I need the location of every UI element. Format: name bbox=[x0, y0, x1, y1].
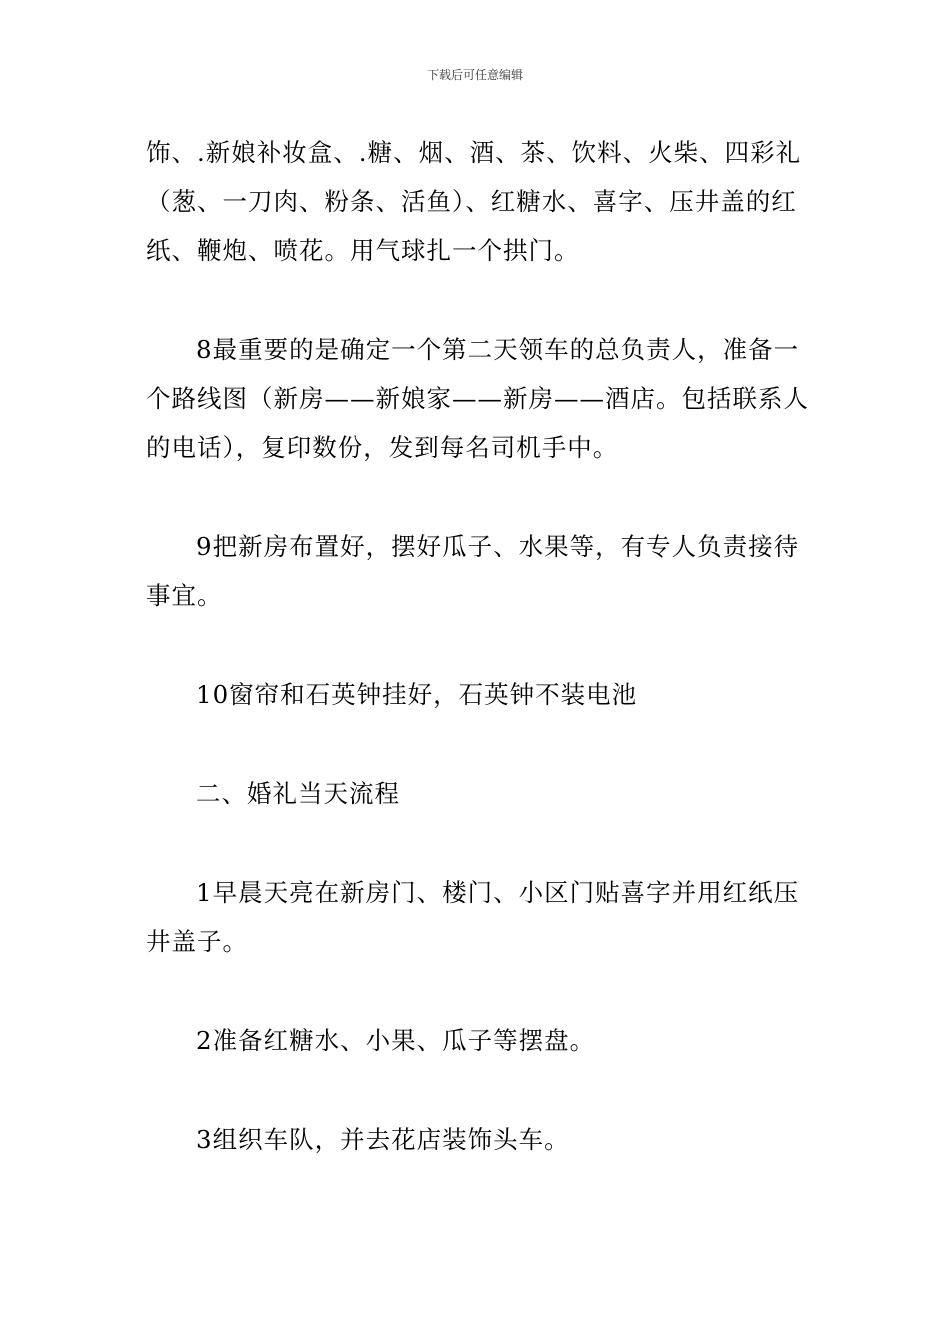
paragraph-day-step-2: 2准备红糖水、小果、瓜子等摆盘。 bbox=[196, 1026, 596, 1055]
paragraph-step-10: 10窗帘和石英钟挂好，石英钟不装电池 bbox=[196, 680, 638, 709]
paragraph-step-8: 8最重要的是确定一个第二天领车的总负责人，准备一个路线图（新房——新娘家——新房——酒店。包括联系人的电话），复印数份，发到每名司机手中。 bbox=[146, 335, 809, 462]
page-header-note: 下载后可任意编辑 bbox=[426, 68, 523, 82]
paragraph-day-step-1: 1早晨天亮在新房门、楼门、小区门贴喜字并用红纸压井盖子。 bbox=[146, 878, 800, 956]
document-body bbox=[146, 128, 810, 1164]
paragraph-day-step-3: 3组织车队，并去花店装饰头车。 bbox=[196, 1125, 570, 1154]
paragraph-items-list: 饰、.新娘补妆盒、.糖、烟、酒、茶、饮料、火柴、四彩礼（葱、一刀肉、粉条、活鱼）、红糖水、喜字、压井盖的红纸、鞭炮、喷花。用气球扎一个拱门。 bbox=[146, 138, 802, 265]
paragraph-step-9: 9把新房布置好，摆好瓜子、水果等，有专人负责接待事宜。 bbox=[146, 532, 800, 610]
section-heading-wedding-day: 二、婚礼当天流程 bbox=[196, 779, 400, 808]
